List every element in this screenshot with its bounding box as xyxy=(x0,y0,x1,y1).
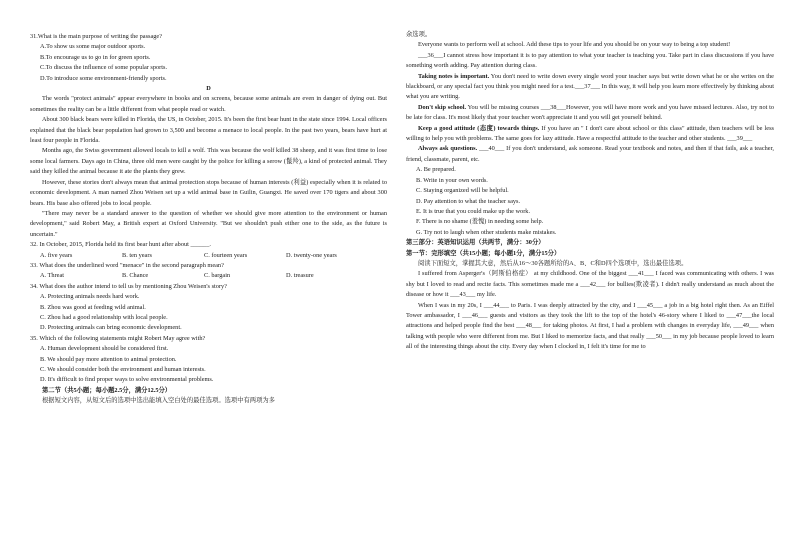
option: D.To introduce some environment-friendly sports. xyxy=(40,74,167,82)
tip-heading: Keep a good attitude (态度) towards things. xyxy=(418,124,540,132)
cloze-paragraph: I suffered from Asperger's（阿斯伯格症） at my childhood. One of the biggest ___41___ I faced was communicating with others. I was shy but I loved to read and recite facts. This sometimes made me a ___42___ for bullies(欺凌者). I didn't really understand as much about the disease or how it ___43___ my life. xyxy=(406,270,774,299)
option: B. Write in your own words. xyxy=(416,176,488,184)
tip-paragraph xyxy=(406,72,774,103)
question-31 xyxy=(30,32,387,84)
option: E. It is true that you could make up the work. xyxy=(416,207,531,215)
option: C. We should consider both the environment and human interests. xyxy=(40,366,206,373)
option: B.To encourage us to go in for green sports. xyxy=(40,53,151,61)
question-stem: 32. In October, 2015, Florida held its first bear hunt after about ______. xyxy=(30,241,211,249)
paragraph: Months ago, the Swiss government allowed locals to kill a wolf. This was because the wolf killed 38 sheep, and it was first time to lose some local farmers. Days ago in China, three old men were caught by the police for killing a serow (鬣羚), a kind of protected animal. They said they killed the animal because it ate the plants they grew. xyxy=(30,147,387,176)
option: D. treasure xyxy=(286,272,314,280)
option: A. Be prepared. xyxy=(416,166,456,174)
option: A.To show us some major outdoor sports. xyxy=(40,43,146,51)
tip-paragraph xyxy=(406,124,774,145)
option: D. Protecting animals can bring economic development. xyxy=(40,324,182,332)
part-heading: 第三部分：英语知识运用（共两节，满分：30分） xyxy=(406,239,545,247)
section-instruction: 根据短文内容，从短文后的选项中选出能填入空白处的最佳选项。选项中有两项为多 xyxy=(42,397,275,405)
question-34 xyxy=(30,282,387,334)
question-stem: 34. What does the author intend to tell us by mentioning Zhou Weisen's story? xyxy=(30,282,227,290)
option: A. Threat xyxy=(40,272,65,280)
tip-paragraph xyxy=(406,144,774,165)
option: B. ten years xyxy=(122,251,152,259)
option: D. Pay attention to what the teacher says. xyxy=(416,197,521,205)
tip-heading: Don't skip school. xyxy=(418,103,467,111)
option: D. twenty-one years xyxy=(286,251,337,259)
right-column xyxy=(406,30,774,353)
passage-d-heading: D xyxy=(206,85,211,93)
paragraph: About 300 black bears were killed in Florida, the US, in October, 2015. It's been the first bear hunt in the state since 1994. Local officers explained that the black bear population had grown to 3,500 and become a menace to local people. In the past two years, bears have hurt at least four people in Florida. xyxy=(30,116,387,145)
tip-heading: Always ask questions. xyxy=(418,145,478,153)
option: D. It's difficult to find proper ways to solve environmental problems. xyxy=(40,376,214,384)
paragraph: Everyone wants to perform well at school. Add these tips to your life and you should be on your way to being a top student! xyxy=(418,41,731,49)
question-stem: 33. What does the underlined word "menace" in the second paragraph mean? xyxy=(30,261,224,269)
section-instruction: 阅读下面短文，掌握其大意，然后从16～30各题所给的A、B、C和D四个选项中，选出最佳选项。 xyxy=(418,259,688,267)
question-35 xyxy=(30,334,387,386)
option: C.To discuss the influence of some popular sports. xyxy=(40,64,168,72)
tip-paragraph xyxy=(406,103,774,124)
tip-text: You don't need to write down every single word your teacher says but write down what he or she writes on the blackboard, or any special fact you think you might need for a test.___37___ In this way, it will help you learn more effectively by thinking about what you are writing. xyxy=(406,72,774,101)
options-row xyxy=(30,271,387,281)
left-column xyxy=(30,32,387,407)
option: C. Zhou had a good relationship with local people. xyxy=(40,313,168,321)
option: B. We should pay more attention to animal protection. xyxy=(40,355,177,363)
section-heading: 第一节：完形填空（共15小题；每小题1分，满分15分） xyxy=(406,249,561,257)
option: C. bargain xyxy=(204,272,231,280)
cloze-paragraph: When I was in my 20s, I ___44___ to Paris. I was deeply attracted by the city, and I ___45___ a job in a big hotel right then. As an Eiffel Tower ambassador, I ___46___ guests and visitors as they took the lift to the top of the hotel's 46-story where I liked to ___47___the local attractions and helped people find the best ___48___ for taking photos. At first, I had a problem with changes in everyday life, ___49___ when talking with people who were different from me. But I liked to memorize facts, and that really ___50___ in my job because people loved to learn all of the interesting things about the city. Every day when I clocked in, I felt it's time for me to xyxy=(406,301,774,351)
tip-text: If you have an " I don't care about school or this class" attitude, then teachers will be less willing to help you with problems. The same goes for lazy attitude. Have a respectful attitude to the teacher and other students. ___39___ xyxy=(406,124,774,143)
passage-d xyxy=(30,94,387,240)
tip-heading: Taking notes is important. xyxy=(418,72,490,80)
paragraph: The words "protect animals" appear everywhere in books and on screens, because some animals are even in danger of dying out. But sometimes the reality can be a little different from what people read or watch. xyxy=(30,95,387,113)
question-stem: 31.What is the main purpose of writing the passage? xyxy=(30,33,163,40)
paragraph: ___36___I cannot stress how important it is to pay attention to what your teacher is teaching you. Take part in class discussions if you have something worth adding. Pay attention during class. xyxy=(406,51,774,70)
section-heading: 第二节（共5小题；每小题2.5分，满分12.5分） xyxy=(42,386,172,394)
tip-text: ___40___ If you don't understand, ask someone. Read your textbook and notes, and then if that fails, ask a teacher, friend, classmate, parent, etc. xyxy=(406,145,774,163)
options-row xyxy=(30,251,387,261)
option: C. Staying organized will be helpful. xyxy=(416,187,509,195)
question-stem: 35. Which of the following statements might Robert May agree with? xyxy=(30,334,206,342)
option: A. Protecting animals needs hard work. xyxy=(40,293,140,301)
tip-text: You will be missing courses ___38___However, you will have more work and you have missed lectures. Also, try not to be late for class. It's most likely that your teacher won't appreciate it and you will get yourself behind. xyxy=(406,103,774,122)
question-33 xyxy=(30,261,387,282)
option: F. There is no shame (羞愧) in needing some help. xyxy=(416,218,544,226)
paragraph: However, these stories don't always mean that animal protection stops because of human interests (利益) especially when it is related to economic development. A man named Zhou Weisen set up a wild animal base in Guilin, Guangxi. He saved over 170 tigers and about 300 bears. His base also offered jobs to local people. xyxy=(30,178,387,207)
option: B. Chance xyxy=(122,272,149,280)
question-32 xyxy=(30,240,387,261)
option: B. Zhou was good at feeding wild animal. xyxy=(40,303,146,311)
option: C. fourteen years xyxy=(204,251,248,259)
option: A. five years xyxy=(40,251,73,259)
answer-options xyxy=(406,165,774,238)
paragraph: "There may never be a standard answer to the question of whether we should give more attention to the environment or human development," said Robert May, a British expert at Oxford University. "But we shouldn't push either one to the side, as the future is uncertain." xyxy=(30,209,387,238)
option: A. Human development should be considered first. xyxy=(40,345,169,353)
option: G. Try not to laugh when other students make mistakes. xyxy=(416,228,557,236)
instruction-continued: 余选项。 xyxy=(406,31,432,38)
